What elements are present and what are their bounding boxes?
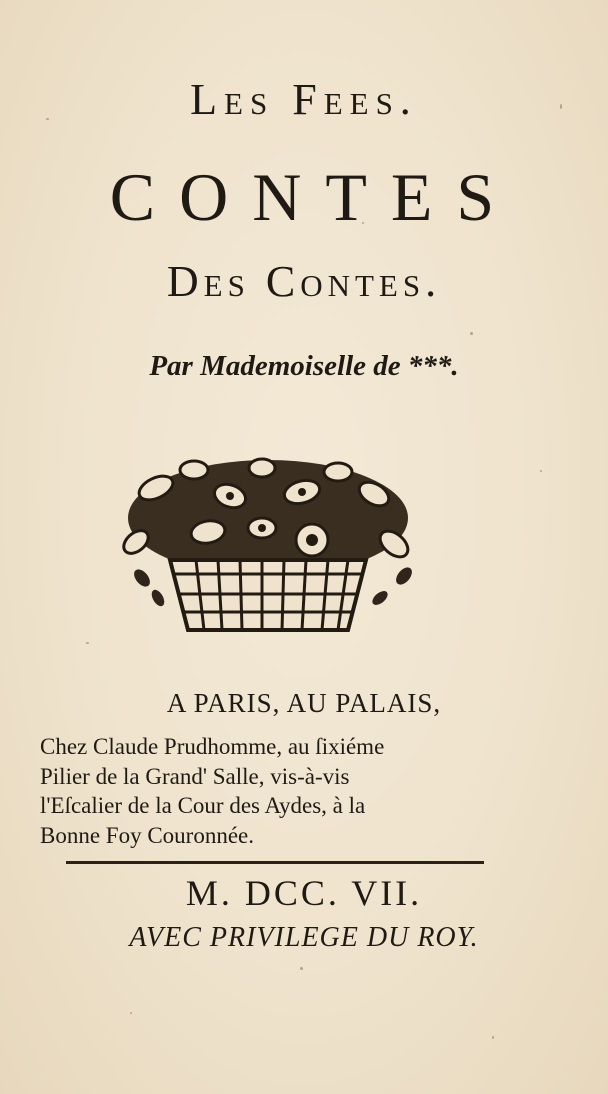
paper-speck — [492, 1036, 494, 1039]
publisher-address — [40, 732, 540, 850]
title-line-3: Des Contes. — [166, 257, 442, 306]
title-line-2: CONTES — [109, 159, 519, 235]
paper-speck — [540, 470, 542, 472]
publisher-place: A PARIS, AU PALAIS, — [166, 688, 442, 718]
title-line-1: Les Fees. — [190, 75, 418, 124]
publication-year: M. DCC. VII. — [185, 873, 423, 913]
paper-speck — [130, 1012, 132, 1014]
paper-speck — [300, 967, 303, 970]
publisher-line: Pilier de la Grand' Salle, vis-à-vis — [40, 763, 350, 789]
paper-speck — [86, 642, 89, 644]
publisher-line: l'Eſcalier de la Cour des Aydes, à la — [40, 793, 366, 818]
divider-rule — [66, 861, 484, 864]
author-line: Par Mademoiselle de ***. — [149, 350, 459, 382]
publisher-line: Chez Claude Prudhomme, au ſixiéme — [40, 734, 385, 759]
publisher-line: Bonne Foy Couronnée. — [40, 822, 255, 848]
royal-privilege: AVEC PRIVILEGE DU ROY. — [129, 922, 479, 953]
paper-speck — [470, 332, 473, 335]
flower-basket-woodcut-icon — [112, 448, 424, 638]
